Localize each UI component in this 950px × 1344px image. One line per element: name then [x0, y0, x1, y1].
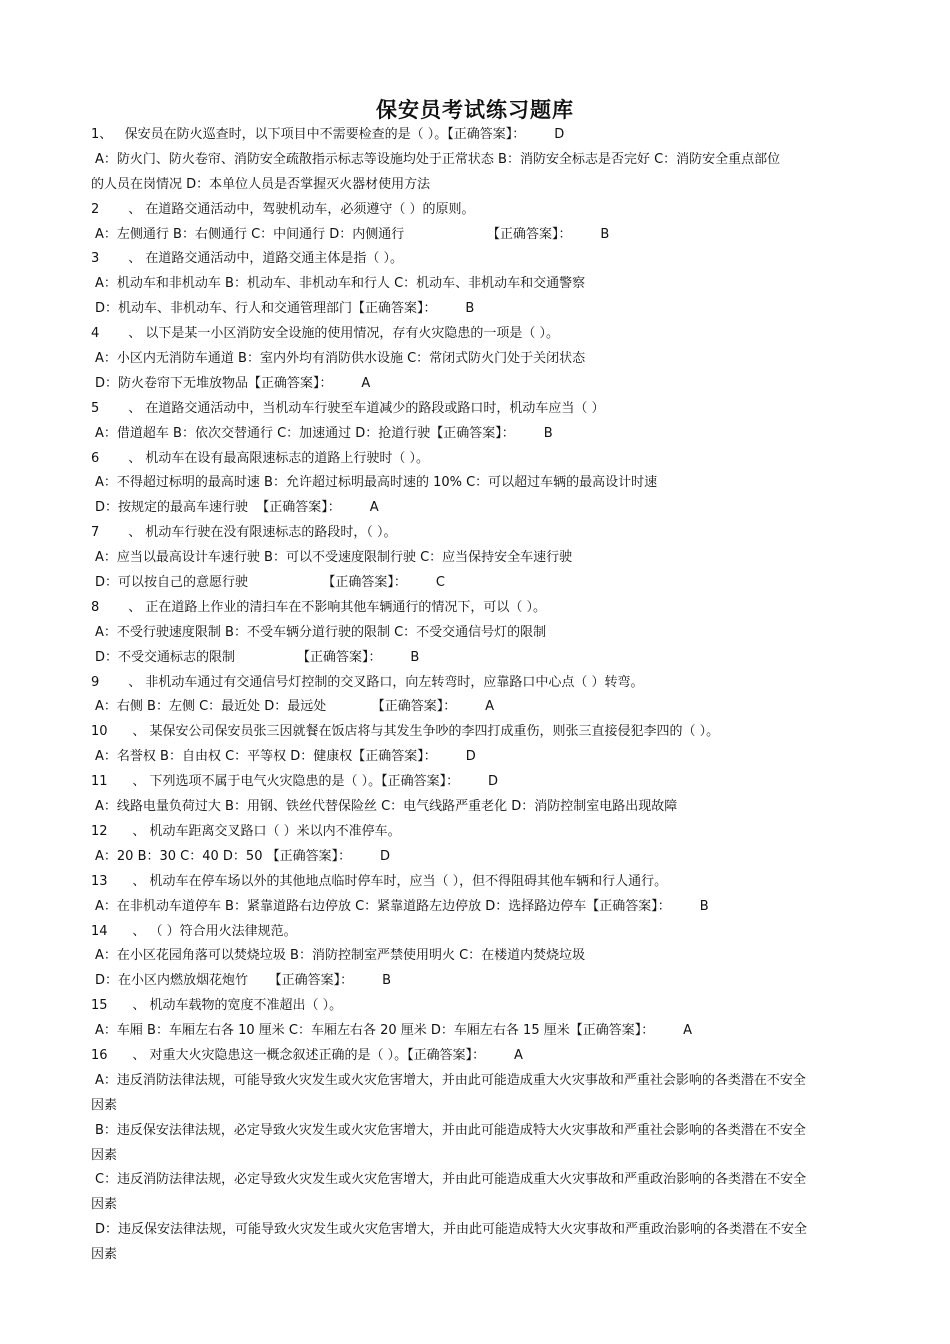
- option-line: D：按规定的最高车速行驶 【正确答案】： A: [95, 500, 379, 516]
- option-line: D：违反保安法律法规，可能导致火灾发生或火灾危害增大，并由此可能造成特大火灾事故和严重政治影响的各类潜在不安全: [95, 1222, 808, 1238]
- question-list: [91, 123, 866, 1268]
- option-line: D：在小区内燃放烟花炮竹 【正确答案】： B: [95, 973, 392, 989]
- continuation-line: 因素: [91, 1097, 118, 1113]
- question-line: 13 、 机动车在停车场以外的其他地点临时停车时，应当（ ），但不得阻碍其他车辆和行人通行。: [91, 873, 668, 889]
- question-line: 5 、 在道路交通活动中，当机动车行驶至车道减少的路段或路口时，机动车应当（ ）: [91, 400, 605, 416]
- continuation-line: 因素: [91, 1147, 118, 1163]
- option-line: A：在小区花园角落可以焚烧垃圾 B：消防控制室严禁使用明火 C：在楼道内焚烧垃圾: [95, 948, 586, 964]
- option-line: A：不受行驶速度限制 B：不受车辆分道行驶的限制 C：不受交通信号灯的限制: [95, 624, 547, 640]
- question-line: 9 、 非机动车通过有交通信号灯控制的交叉路口，向左转弯时，应靠路口中心点（ ）转弯。: [91, 674, 644, 690]
- option-line: D：防火卷帘下无堆放物品【正确答案】： A: [95, 375, 371, 391]
- option-line: A：右侧 B：左侧 C：最近处 D：最远处 【正确答案】： A: [95, 699, 495, 715]
- option-line: A：20 B：30 C：40 D：50 【正确答案】： D: [95, 848, 391, 864]
- question-line: 12 、 机动车距离交叉路口（ ）米以内不准停车。: [91, 823, 401, 839]
- question-line: 10 、 某保安公司保安员张三因就餐在饭店将与其发生争吵的李四打成重伤，则张三直接侵犯李四的（ ）。: [91, 724, 720, 740]
- question-line: 16 、 对重大火灾隐患这一概念叙述正确的是（ ）。【正确答案】： A: [91, 1047, 523, 1063]
- question-line: 1、 保安员在防火巡查时，以下项目中不需要检查的是（ ）。【正确答案】： D: [91, 127, 565, 142]
- continuation-line: 的人员在岗情况 D：本单位人员是否掌握灭火器材使用方法: [91, 176, 431, 192]
- option-line: D：机动车、非机动车、行人和交通管理部门【正确答案】： B: [95, 301, 475, 317]
- option-line: A：车厢 B：车厢左右各 10 厘米 C：车厢左右各 20 厘米 D：车厢左右各 15 厘米【正确答案】： A: [95, 1023, 693, 1039]
- option-line: A：线路电量负荷过大 B：用钢、铁丝代替保险丝 C：电气线路严重老化 D：消防控制室电路出现故障: [95, 799, 678, 815]
- option-line: A：小区内无消防车通道 B：室内外均有消防供水设施 C：常闭式防火门处于关闭状态: [95, 351, 586, 367]
- option-line: A：不得超过标明的最高时速 B：允许超过标明最高时速的 10% C：可以超过车辆的最高设计时速: [95, 475, 658, 491]
- question-line: 6 、 机动车在设有最高限速标志的道路上行驶时（ ）。: [91, 450, 429, 466]
- option-line: A：防火门、防火卷帘、消防安全疏散指示标志等设施均处于正常状态 B：消防安全标志是否完好 C：消防安全重点部位: [95, 151, 781, 167]
- option-line: A：在非机动车道停车 B：紧靠道路右边停放 C：紧靠道路左边停放 D：选择路边停车【正确答案】： B: [95, 898, 709, 914]
- option-line: C：违反消防法律法规，必定导致火灾发生或火灾危害增大，并由此可能造成重大火灾事故和严重政治影响的各类潜在不安全: [95, 1172, 807, 1188]
- question-line: 8 、 正在道路上作业的清扫车在不影响其他车辆通行的情况下，可以（ ）。: [91, 599, 546, 615]
- option-line: A：左侧通行 B：右侧通行 C：中间通行 D：内侧通行 【正确答案】： B: [95, 226, 610, 242]
- question-line: 15 、 机动车载物的宽度不准超出（ ）。: [91, 998, 343, 1014]
- continuation-line: 因素: [91, 1197, 118, 1213]
- option-line: D：不受交通标志的限制 【正确答案】： B: [95, 649, 420, 665]
- option-line: A：借道超车 B：依次交替通行 C：加速通过 D：抢道行驶【正确答案】： B: [95, 425, 553, 441]
- option-line: A：违反消防法律法规，可能导致火灾发生或火灾危害增大，并由此可能造成重大火灾事故和严重社会影响的各类潜在不安全: [95, 1072, 806, 1088]
- question-line: 7 、 机动车行驶在没有限速标志的路段时，（ ）。: [91, 525, 397, 541]
- question-line: 3 、 在道路交通活动中，道路交通主体是指（ ）。: [91, 251, 403, 267]
- option-line: A：名誉权 B：自由权 C：平等权 D：健康权【正确答案】： D: [95, 749, 476, 765]
- option-line: B：违反保安法律法规，必定导致火灾发生或火灾危害增大，并由此可能造成特大火灾事故和严重社会影响的各类潜在不安全: [95, 1122, 806, 1138]
- question-line: 2 、 在道路交通活动中，驾驶机动车，必须遵守（ ）的原则。: [91, 201, 475, 217]
- option-line: A：应当以最高设计车速行驶 B：可以不受速度限制行驶 C：应当保持安全车速行驶: [95, 550, 573, 566]
- page-title: 保安员考试练习题库: [376, 98, 574, 122]
- question-line: 11 、 下列选项不属于电气火灾隐患的是（ ）。【正确答案】： D: [91, 774, 499, 790]
- question-line: 4 、 以下是某一小区消防安全设施的使用情况，存有火灾隐患的一项是（ ）。: [91, 326, 559, 342]
- option-line: D：可以按自己的意愿行驶 【正确答案】： C: [95, 575, 445, 591]
- question-line: 14 、 （ ）符合用火法律规范。: [91, 923, 297, 939]
- option-line: A：机动车和非机动车 B：机动车、非机动车和行人 C：机动车、非机动车和交通警察: [95, 276, 586, 292]
- continuation-line: 因素: [91, 1247, 118, 1263]
